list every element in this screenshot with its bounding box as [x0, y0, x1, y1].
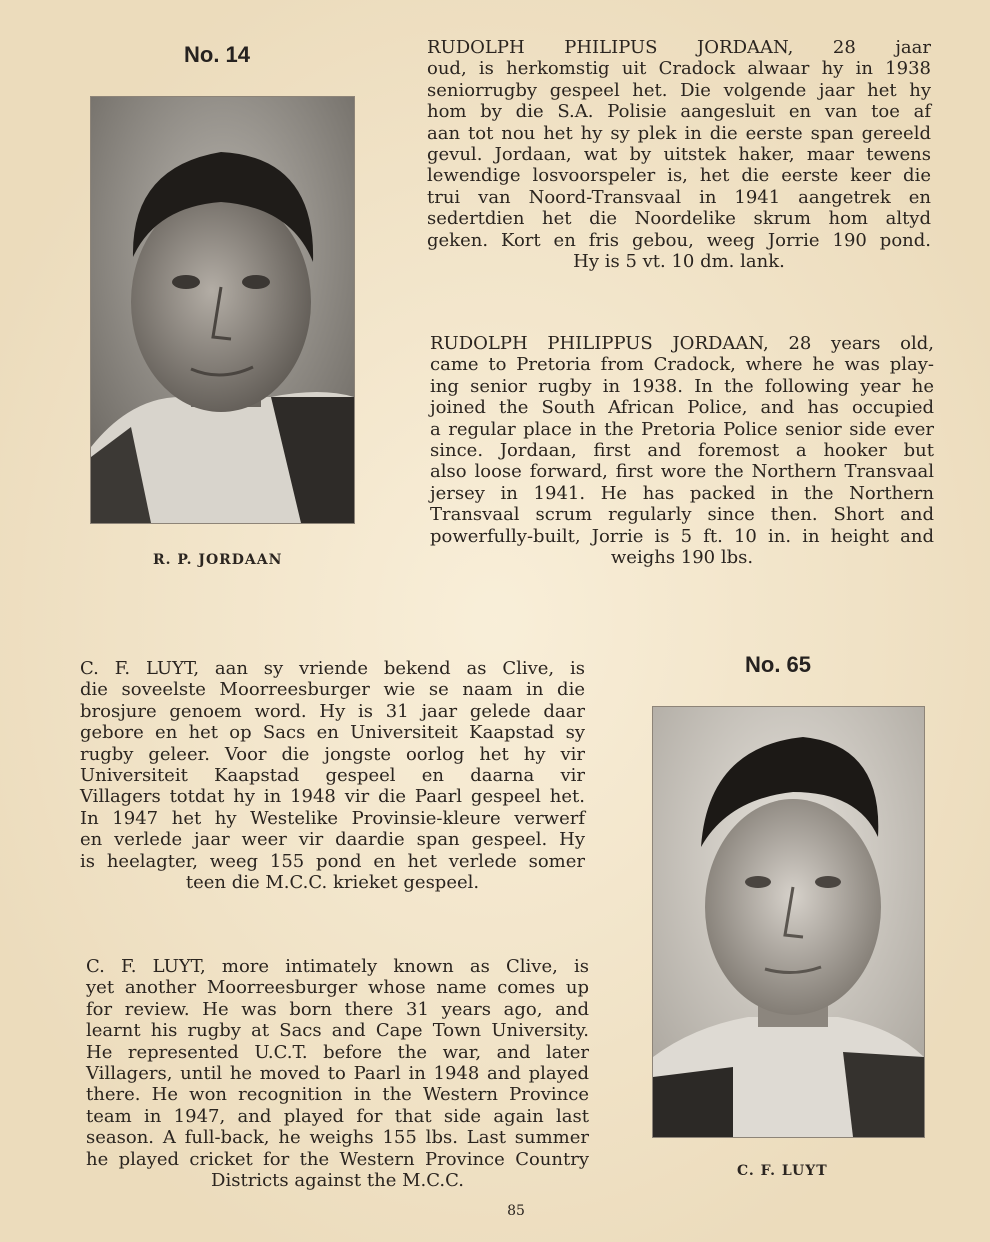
- player-portrait-photo: [90, 96, 355, 524]
- bio-line: RUDOLPH PHILIPPUS JORDAAN, 28 years old,: [430, 333, 934, 354]
- player-caption: C. F. LUYT: [737, 1163, 828, 1179]
- bio-line: brosjure genoem word. Hy is 31 jaar gelede daar: [80, 700, 585, 722]
- bio-line: hom by die S.A. Polisie aangesluit en van toe af: [427, 101, 931, 123]
- bio-line: seniorrugby gespeel het. Die volgende jaar het hy: [427, 79, 931, 101]
- portrait-image: [91, 97, 354, 523]
- bio-line: gevul. Jordaan, wat by uitstek haker, maar tewens: [427, 144, 931, 166]
- bio-line: en verlede jaar weer vir daardie span gespeel. Hy: [80, 829, 585, 851]
- bio-line: Transvaal scrum regularly since then. Short and: [430, 504, 934, 526]
- page-number: 85: [507, 1203, 525, 1219]
- bio-line: Districts against the M.C.C.: [211, 1170, 464, 1192]
- bio-line: Villagers, until he moved to Paarl in 1948 and played: [86, 1063, 589, 1085]
- player-bio-afrikaans: [80, 658, 585, 893]
- bio-line: jersey in 1941. He has packed in the Northern: [430, 482, 934, 504]
- bio-line: is heelagter, weeg 155 pond en het verlede somer: [80, 850, 585, 872]
- player-number-label: No. 65: [745, 652, 812, 677]
- bio-line: yet another Moorreesburger whose name comes up: [86, 977, 589, 999]
- bio-line: aan tot nou het hy sy plek in die eerste span gereeld: [427, 122, 931, 144]
- bio-line: rugby geleer. Voor die jongste oorlog het hy vir: [80, 743, 585, 765]
- bio-line: ing senior rugby in 1938. In the following year he: [430, 375, 934, 397]
- bio-line: teen die M.C.C. krieket gespeel.: [185, 872, 480, 894]
- bio-line: geken. Kort en fris gebou, weeg Jorrie 190 pond.: [427, 229, 931, 251]
- player-caption: R. P. JORDAAN: [153, 552, 283, 568]
- bio-line: he played cricket for the Western Province Country: [86, 1148, 589, 1170]
- bio-line: for review. He was born there 31 years ago, and: [86, 998, 589, 1020]
- bio-line: In 1947 het hy Westelike Provinsie-kleure verwerf: [80, 807, 585, 829]
- bio-line: gebore en het op Sacs en Universiteit Kaapstad sy: [80, 722, 585, 744]
- bio-line: since. Jordaan, first and foremost a hooker but: [430, 440, 934, 462]
- player-bio-afrikaans: [427, 37, 931, 272]
- bio-line: C. F. LUYT, more intimately known as Clive, is: [86, 956, 589, 977]
- bio-line: season. A full-back, he weighs 155 lbs. Last summer: [86, 1127, 589, 1149]
- bio-line: oud, is herkomstig uit Cradock alwaar hy in 1938: [427, 58, 931, 80]
- bio-line: C. F. LUYT, aan sy vriende bekend as Clive, is: [80, 658, 585, 679]
- bio-line: Universiteit Kaapstad gespeel en daarna vir: [80, 765, 585, 787]
- player-bio-english: [430, 333, 934, 568]
- player-portrait-photo: [652, 706, 925, 1138]
- player-bio-english: [86, 956, 589, 1191]
- bio-line: powerfully-built, Jorrie is 5 ft. 10 in. in height and: [430, 525, 934, 547]
- bio-line: a regular place in the Pretoria Police senior side ever: [430, 418, 934, 440]
- bio-line: die soveelste Moorreesburger wie se naam in die: [80, 679, 585, 701]
- bio-line: joined the South African Police, and has occupied: [430, 397, 934, 419]
- bio-line: RUDOLPH PHILIPUS JORDAAN, 28 jaar: [427, 37, 931, 58]
- bio-line: trui van Noord-Transvaal in 1941 aangetrek en: [427, 186, 931, 208]
- bio-line: came to Pretoria from Cradock, where he was play-: [430, 354, 934, 376]
- bio-line: Hy is 5 vt. 10 dm. lank.: [573, 251, 785, 273]
- bio-line: Villagers totdat hy in 1948 vir die Paarl gespeel het.: [80, 786, 585, 808]
- bio-line: sedertdien het die Noordelike skrum hom altyd: [427, 208, 931, 230]
- bio-line: team in 1947, and played for that side again last: [86, 1105, 589, 1127]
- portrait-image: [653, 707, 924, 1137]
- bio-line: weighs 190 lbs.: [610, 547, 754, 569]
- bio-line: lewendige losvoorspeler is, het die eerste keer die: [427, 165, 931, 187]
- player-number-label: No. 14: [184, 42, 251, 67]
- bio-line: learnt his rugby at Sacs and Cape Town University.: [86, 1020, 589, 1042]
- bio-line: there. He won recognition in the Western Province: [86, 1084, 589, 1106]
- bio-line: also loose forward, first wore the Northern Transvaal: [430, 461, 934, 483]
- bio-line: He represented U.C.T. before the war, and later: [86, 1041, 589, 1063]
